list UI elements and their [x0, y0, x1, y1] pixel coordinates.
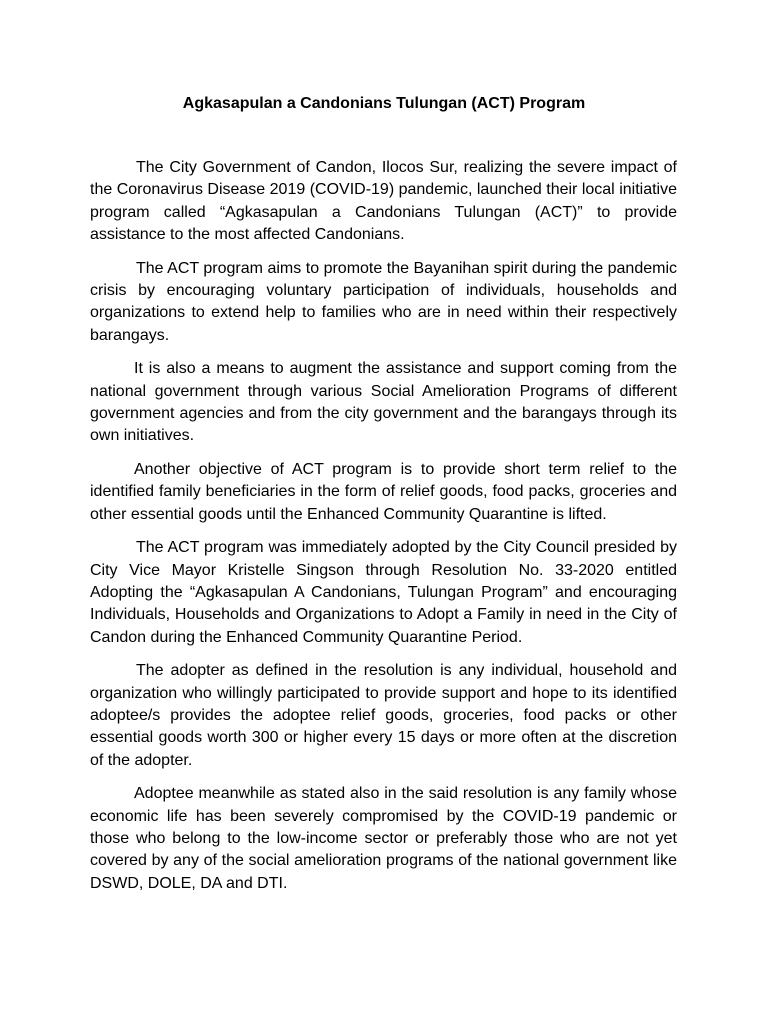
paragraph-adopter: The adopter as defined in the resolution is any individual, household and organization who willingly participated to provide support and hope to its identified adoptee/s provides the adoptee relief goods, groceries, food packs or other essential goods worth 300 or higher every 15 days or more often at the discretion of the adopter.: [90, 662, 677, 769]
document-title: Agkasapulan a Candonians Tulungan (ACT) Program: [182, 95, 586, 112]
paragraph-intro: The City Government of Candon, Ilocos Sur, realizing the severe impact of the Coronavirus Disease 2019 (COVID-19) pandemic, launched their local initiative program called “Agkasapulan a Candonians Tulungan (ACT)” to provide assistance to the most affected Candonians.: [90, 159, 677, 244]
paragraph-aims: The ACT program aims to promote the Bayanihan spirit during the pandemic crisis by encouraging voluntary participation of individuals, households and organizations to extend help to families who are in need within their respectively barangays.: [90, 259, 677, 344]
paragraph-objective: Another objective of ACT program is to provide short term relief to the identified family beneficiaries in the form of relief goods, food packs, groceries and other essential goods until the Enhanced Community Quarantine is lifted.: [90, 460, 677, 523]
paragraph-adoptee: Adoptee meanwhile as stated also in the said resolution is any family whose economic life has been severely compromised by the COVID-19 pandemic or those who belong to the low-income sector or preferably those who are not yet covered by any of the social amelioration programs of the national government like DSWD, DOLE, DA and DTI.: [90, 785, 677, 892]
document-body: [90, 157, 677, 906]
paragraph-augment: It is also a means to augment the assistance and support coming from the national government through various Social Amelioration Programs of different government agencies and from the city government and the barangays through its own initiatives.: [90, 360, 677, 445]
paragraph-resolution: The ACT program was immediately adopted by the City Council presided by City Vice Mayor Kristelle Singson through Resolution No. 33-2020 entitled Adopting the “Agkasapulan A Candonians, Tulungan Program” and encouraging Individuals, Households and Organizations to Adopt a Family in need in the City of Candon during the Enhanced Community Quarantine Period.: [90, 539, 677, 646]
